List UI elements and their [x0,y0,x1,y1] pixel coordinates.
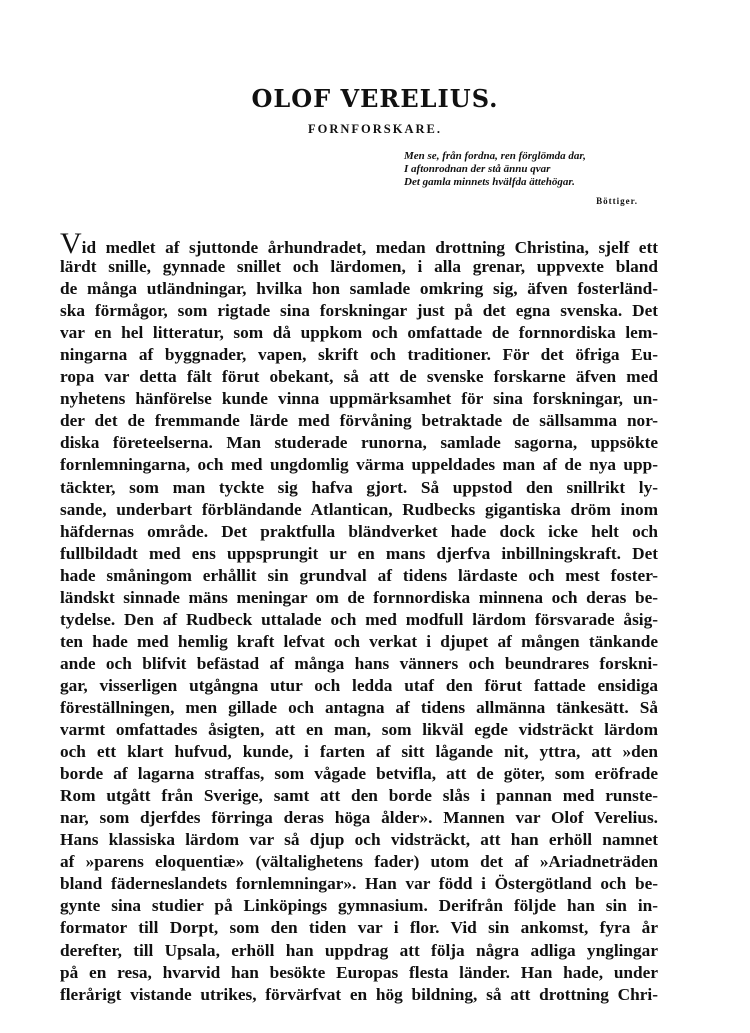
body-line-text: Rom utgått från Sverige, samt att den borde slås i pannan med runste- [60,786,658,806]
body-line-text: id medlet af sjuttonde århundradet, medan drottning Christina, sjelf ett [81,238,658,257]
body-line-text: fornlemningarna, och med ungdomlig värma uppeldades man af de nya upp- [60,455,658,475]
body-line-text: derefter, till Upsala, erhöll han uppdrag att följa några adliga ynglingar [60,940,658,960]
body-line-text: tydelse. Den af Rudbeck uttalade och med modfull lärdom försvarade åsig- [60,609,658,629]
body-line-text: och ett klart hufvud, kunde, i farten af sitt lågande nit, yttra, att »den [60,742,658,762]
body-line [60,741,658,763]
body-line [60,499,658,521]
body-line [60,366,658,388]
body-line-text: på en resa, hvarvid han besökte Europas flesta länder. Han hade, under [60,962,658,982]
body-line-text: af »parens eloquentiæ» (vältalighetens fader) utom det af »Ariadneträden [60,852,658,872]
body-line [60,631,658,653]
body-line [60,543,658,565]
epigraph-line: I aftonrodnan der stå ännu qvar [404,163,551,175]
body-line [60,256,658,278]
body-line-text: täckter, som man tyckte sig hafva gjort. Så uppstod den snillrikt ly- [60,477,658,497]
epigraph [404,150,664,208]
body-line-text: nar, som djerfdes förringa deras höga ålder». Mannen var Olof Verelius. [60,808,658,828]
body-line-text: Hans klassiska lärdom var så djup och vidsträckt, att han erhöll namnet [60,830,658,850]
body-line [60,807,658,829]
body-line [60,851,658,873]
body-line [60,829,658,851]
body-line [60,873,658,895]
body-line [60,719,658,741]
body-line-text: de många utländningar, hvilka hon samlade omkring sig, äfven fosterländ- [60,279,658,299]
body-line-text: ten hade med hemlig kraft lefvat och verkat i djupet af mången tänkande [60,631,658,651]
body-line-text: ländskt sinnade mäns meningar om de fornnordiska minnena och deras be- [60,587,658,607]
body-line-text: ropa var detta fält förut obekant, så att de svenske forskarne äfven med [60,367,658,387]
body-line-text: ningarna af byggnader, vapen, skrift och traditioner. För det öfriga Eu- [60,345,658,365]
body-line-text: diska företeelserna. Man studerade runorna, samlade sagorna, uppsökte [60,433,658,453]
body-line-text: gynte sina studier på Linköpings gymnasium. Derifrån följde han sin in- [60,896,658,916]
page-subtitle: FORNFORSKARE. [308,122,442,136]
body-line [60,697,658,719]
body-line-text: var en hel litteratur, som då uppkom och omfattade de fornnordiska lem- [60,323,658,343]
epigraph-line: Men se, från fordna, ren förglömda dar, [404,150,586,162]
body-text [60,227,658,1006]
body-line [60,984,658,1006]
body-line-text: ska förmågor, som rigtade sina forskningar just på det egna svenska. Det [60,301,658,321]
body-line [60,587,658,609]
body-line [60,917,658,939]
body-line [60,653,658,675]
body-line [60,410,658,432]
body-line [60,344,658,366]
body-line-text: bland fäderneslandets fornlemningar». Han var född i Östergötland och be- [60,874,658,894]
body-line-text: der det de fremmande lärde med förvåning betraktade de sällsamma nor- [60,411,658,431]
body-line-text: fullbildadt med ens uppsprungit ur en mans djerfva inbillningskraft. Det [60,543,658,563]
drop-cap: V [60,227,82,260]
body-line-text: föreställningen, men gillade och antagna af tidens allmänna tänkesätt. Så [60,697,658,717]
page-title: OLOF VERELIUS. [251,84,499,113]
body-line-text: flerårigt vistande utrikes, förvärfvat en hög bildning, så att drottning Chri- [60,984,658,1004]
epigraph-line: Det gamla minnets hvälfda ättehögar. [404,176,575,188]
body-line-text: ande och blifvit befästad af många hans vänners och beundrares forskni- [60,653,658,673]
body-line [60,388,658,410]
body-line-text: sande, underbart förbländande Atlantican, Rudbecks gigantiska dröm inom [60,499,658,519]
body-line [60,609,658,631]
body-line-text: gar, visserligen utgångna utur och ledda utaf den förut fattade ensidiga [60,675,658,695]
body-line [60,763,658,785]
body-line [60,675,658,697]
body-line [60,895,658,917]
body-line-text: nyhetens hänförelse kunde vinna uppmärksamhet för sina forskningar, un- [60,389,658,409]
body-line-text: borde af lagarna straffas, som vågade betvifla, att de göter, som eröfrade [60,764,658,784]
body-line [60,278,658,300]
body-line [60,477,658,499]
body-line-text: formator till Dorpt, som den tiden var i flor. Vid sin ankomst, fyra år [60,918,658,938]
body-line [60,962,658,984]
body-line-text: häfdernas område. Det praktfulla bländverket hade dock icke helt och [60,521,658,541]
body-line [60,940,658,962]
body-line [60,785,658,807]
epigraph-attribution: Böttiger. [596,196,638,206]
body-line [60,521,658,543]
body-line-text: hade småningom erhållit sin grundval af tidens lärdaste och mest foster- [60,565,658,585]
body-line [60,227,658,260]
body-line [60,300,658,322]
body-line [60,322,658,344]
body-line-text: varmt omfattades åsigten, att en man, som likväl egde vidsträckt lärdom [60,720,658,740]
body-line [60,565,658,587]
body-line [60,454,658,476]
body-line [60,432,658,454]
body-line-text: lärdt snille, gynnade snillet och lärdomen, i alla grenar, uppvexte bland [60,257,658,277]
